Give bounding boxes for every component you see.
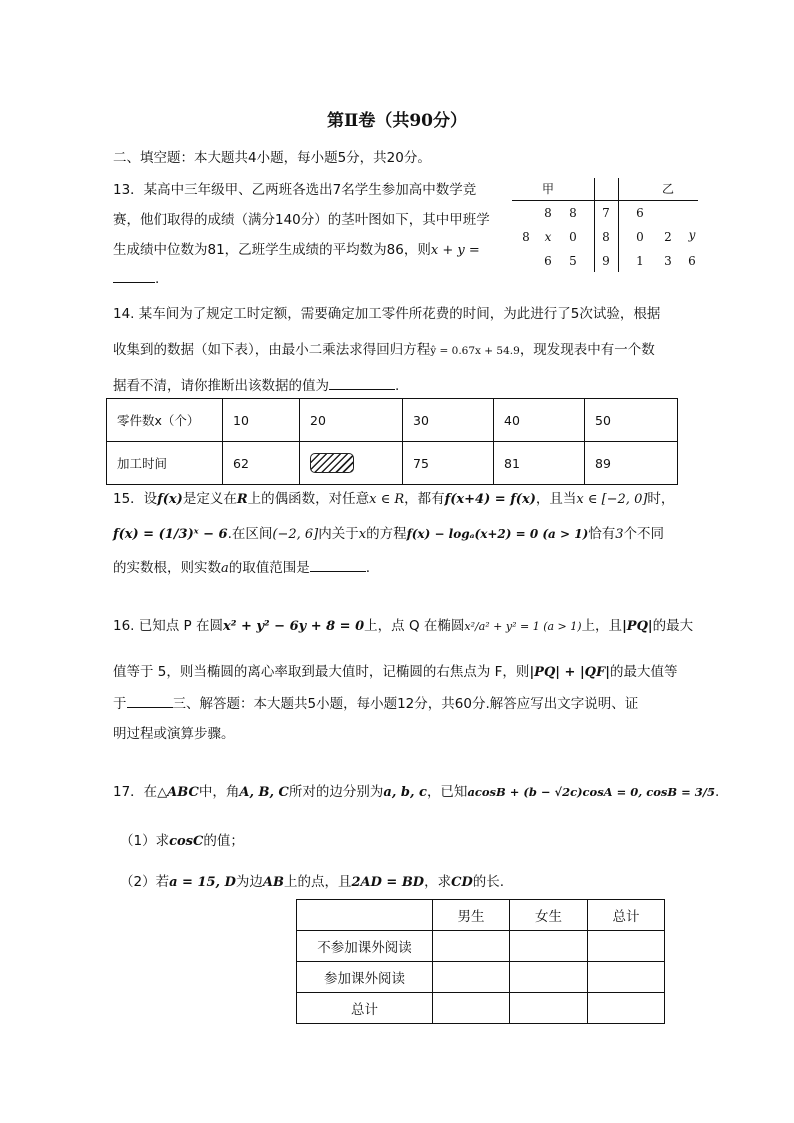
q15-line2: f(x) = (1/3)ˣ − 6.在区间(−2, 6]内关于x的方程f(x) − logₐ(x+2) = 0 (a > 1)恰有3个不同 xyxy=(113,526,665,542)
leaf-right: 0 xyxy=(636,230,644,244)
stem-value: 8 xyxy=(602,230,610,244)
table-cell: 50 xyxy=(585,399,678,442)
leaf-left: 5 xyxy=(569,254,577,268)
q13-answer-blank[interactable] xyxy=(113,268,155,283)
regression-equation: ŷ = 0.67x + 54.9 xyxy=(430,345,520,357)
table-header-cell: 总计 xyxy=(588,900,665,931)
stem-leaf-plot xyxy=(512,178,698,272)
leaf-right: 3 xyxy=(664,254,672,268)
table-cell xyxy=(510,931,588,962)
table-cell xyxy=(588,931,665,962)
leaf-right: y xyxy=(688,228,696,242)
stem-left-line xyxy=(594,178,595,272)
reading-survey-table xyxy=(296,899,665,1024)
table-cell-label: 零件数x（个） xyxy=(107,399,223,442)
stem-leaf-right-header: 乙 xyxy=(661,182,674,196)
q13-line1: 13．某高中三年级甲、乙两班各选出7名学生参加高中数学竞 xyxy=(113,182,477,198)
leaf-left: 8 xyxy=(522,230,530,244)
table-cell-label: 加工时间 xyxy=(107,442,223,485)
table-row xyxy=(297,931,665,962)
q14-data-table xyxy=(106,398,678,485)
table-row xyxy=(107,399,678,442)
q14-line2: 收集到的数据（如下表），由最小二乘法求得回归方程ŷ = 0.67x + 54.9，现发现表中有一个数 xyxy=(113,342,655,358)
section-title: 第Ⅱ卷（共90分） xyxy=(327,111,467,131)
table-row-label: 参加课外阅读 xyxy=(297,962,433,993)
q16-line1: 16. 已知点 P 在圆x² + y² − 6y + 8 = 0上，点 Q 在椭圆x²/a² + y² = 1 (a > 1)上，且|PQ|的最大 xyxy=(113,618,694,634)
part3-continuation: 明过程或演算步骤。 xyxy=(113,726,235,742)
q16-answer-blank[interactable] xyxy=(127,693,173,708)
q14-line1: 14. 某车间为了规定工时定额，需要确定加工零件所花费的时间，为此进行了5次试验，根据 xyxy=(113,306,661,322)
leaf-left: 0 xyxy=(569,230,577,244)
leaf-right: 2 xyxy=(664,230,672,244)
stem-leaf-divider xyxy=(512,200,698,201)
q13-answer-line: . xyxy=(113,268,159,287)
stem-value: 7 xyxy=(602,206,610,220)
q17-part2: （2）若a = 15, D为边AB上的点，且2AD = BD，求CD的长. xyxy=(120,874,505,890)
table-cell: 20 xyxy=(300,399,403,442)
q15-answer-blank[interactable] xyxy=(310,557,366,572)
table-cell xyxy=(510,993,588,1024)
q15-line3: 的实数根，则实数a的取值范围是 . xyxy=(113,556,370,576)
table-header-cell: 男生 xyxy=(433,900,510,931)
table-cell xyxy=(588,962,665,993)
table-cell: 30 xyxy=(403,399,494,442)
table-row xyxy=(107,442,678,485)
leaf-right: 1 xyxy=(636,254,644,268)
obscured-value-hatch xyxy=(310,453,354,473)
table-header-cell: 女生 xyxy=(510,900,588,931)
table-row xyxy=(297,993,665,1024)
q13-xy-expression: x + y = xyxy=(430,243,480,258)
table-cell xyxy=(510,962,588,993)
leaf-left: x xyxy=(544,230,552,244)
q17-line1: 17．在△ABC中，角A, B, C所对的边分别为a, b, c，已知acosB + (b − √2c)cosA = 0, cosB = 3/5. xyxy=(113,784,720,800)
table-cell-obscured xyxy=(300,442,403,485)
table-cell xyxy=(433,931,510,962)
stem-right-line xyxy=(618,178,619,272)
q13-line2: 赛，他们取得的成绩（满分140分）的茎叶图如下，其中甲班学 xyxy=(113,212,490,228)
table-cell: 40 xyxy=(494,399,585,442)
table-row-label: 不参加课外阅读 xyxy=(297,931,433,962)
table-cell: 89 xyxy=(585,442,678,485)
leaf-right: 6 xyxy=(636,206,644,220)
table-cell: 81 xyxy=(494,442,585,485)
q16-line3: 于 三、解答题：本大题共5小题，每小题12分，共60分.解答应写出文字说明、证 xyxy=(113,692,638,712)
stem-leaf-left-header: 甲 xyxy=(541,182,554,196)
q16-line2: 值等于 5，则当椭圆的离心率取到最大值时，记椭圆的右焦点为 F，则|PQ| + |QF|的最大值等 xyxy=(113,664,678,680)
part2-heading: 二、填空题：本大题共4小题，每小题5分，共20分。 xyxy=(113,150,431,166)
q14-line3: 据看不清，请你推断出该数据的值为 . xyxy=(113,374,399,394)
leaf-left: 8 xyxy=(544,206,552,220)
table-cell: 10 xyxy=(223,399,300,442)
q13-line3: 生成绩中位数为81，乙班学生成绩的平均数为86，则x + y = xyxy=(113,242,480,258)
table-row-label: 总计 xyxy=(297,993,433,1024)
q15-line1: 15．设f(x)是定义在R上的偶函数，对任意x ∈ R，都有f(x+4) = f(x)，且当x ∈ [−2, 0]时， xyxy=(113,491,675,507)
q14-answer-blank[interactable] xyxy=(329,375,395,390)
table-cell xyxy=(433,993,510,1024)
leaf-left: 8 xyxy=(569,206,577,220)
table-header-row xyxy=(297,900,665,931)
stem-value: 9 xyxy=(602,254,610,268)
q17-part1: （1）求cosC的值； xyxy=(120,833,244,849)
leaf-left: 6 xyxy=(544,254,552,268)
table-cell xyxy=(433,962,510,993)
table-cell: 75 xyxy=(403,442,494,485)
table-row xyxy=(297,962,665,993)
table-cell: 62 xyxy=(223,442,300,485)
table-cell xyxy=(588,993,665,1024)
leaf-right: 6 xyxy=(688,254,696,268)
table-header-cell xyxy=(297,900,433,931)
